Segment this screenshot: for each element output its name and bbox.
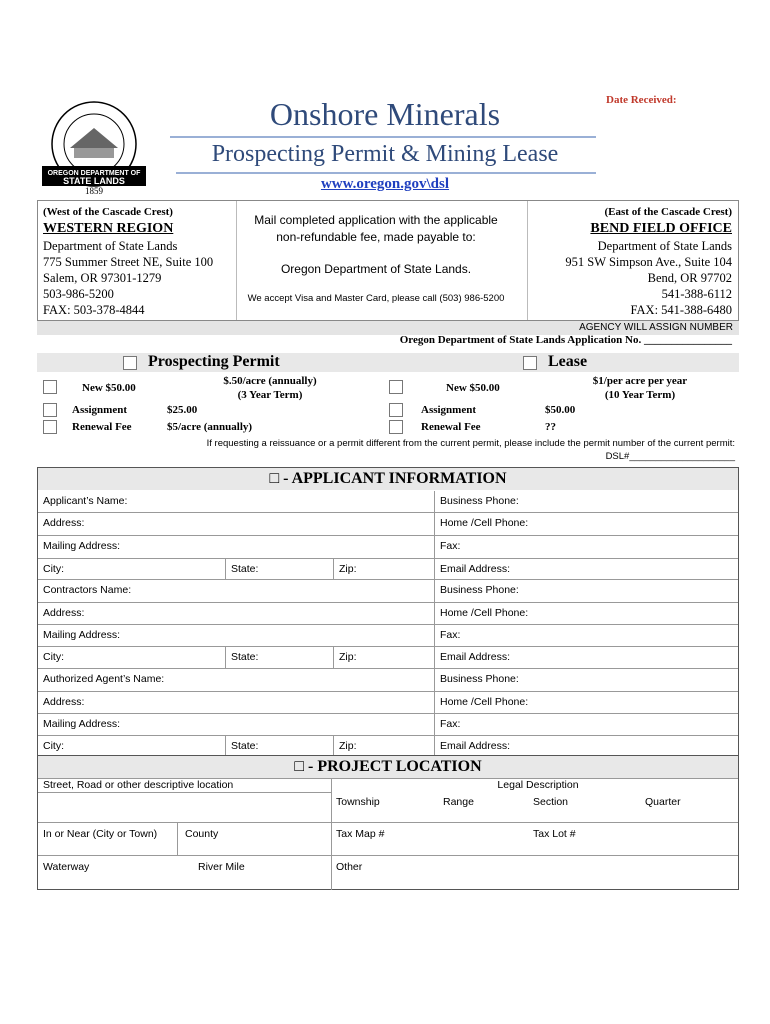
zip-label: Zip: (339, 651, 357, 663)
prospecting-permit-checkbox[interactable] (123, 356, 137, 370)
agent-name-row[interactable] (38, 669, 738, 692)
address-row[interactable] (38, 513, 738, 536)
grid-line (225, 647, 226, 669)
page-subtitle: Prospecting Permit & Mining Lease (211, 141, 559, 167)
agent-name-label: Authorized Agent’s Name: (43, 673, 165, 685)
prospecting-new-fee (200, 374, 340, 402)
tax-map-label: Tax Map # (336, 828, 385, 840)
prospecting-new-checkbox[interactable] (43, 380, 57, 394)
city-label: City: (43, 651, 64, 663)
address-row[interactable] (38, 692, 738, 714)
permit-type-bar (37, 353, 739, 372)
business-phone-label: Business Phone: (440, 673, 519, 685)
email-label: Email Address: (440, 651, 511, 663)
west-line: 775 Summer Street NE, Suite 100 (43, 255, 214, 269)
prospecting-assignment-checkbox[interactable] (43, 403, 57, 417)
fax-label: Fax: (440, 540, 461, 552)
home-phone-label: Home /Cell Phone: (440, 607, 529, 619)
lease-fee-line2: (10 Year Term) (604, 389, 676, 401)
section-label: Section (533, 796, 569, 808)
mail-line-1: Mail completed application with the applicable (254, 213, 498, 227)
lease-assignment-fee: $50.00 (545, 404, 576, 416)
lease-new-checkbox[interactable] (389, 380, 403, 394)
address-label: Address: (43, 607, 85, 619)
title-rule (170, 136, 596, 138)
bend-office-heading: BEND FIELD OFFICE (590, 221, 732, 236)
zip-label: Zip: (339, 740, 357, 752)
svg-text:STATE LANDS: STATE LANDS (63, 176, 125, 186)
applicant-information-section (37, 467, 739, 757)
prospecting-renewal-checkbox[interactable] (43, 420, 57, 434)
mailing-label: Mailing Address: (43, 629, 121, 641)
email-label: Email Address: (440, 740, 511, 752)
grid-line (333, 736, 334, 757)
lease-title: Lease (548, 353, 588, 370)
east-line: Department of State Lands (597, 239, 732, 253)
reissuance-note (155, 437, 735, 463)
tax-lot-label: Tax Lot # (533, 828, 576, 840)
prospecting-new-label: New $50.00 (82, 382, 136, 394)
prospecting-assignment-label: Assignment (72, 404, 128, 416)
project-section-header (38, 756, 738, 778)
state-label: State: (231, 740, 259, 752)
project-section-title: - PROJECT LOCATION (304, 758, 482, 775)
lease-renewal-label: Renewal Fee (421, 421, 481, 433)
application-number-field[interactable]: Oregon Department of State Lands Application No. ________________ (399, 334, 732, 346)
contractor-name-label: Contractors Name: (43, 584, 132, 596)
east-line: FAX: 541-388-6480 (630, 303, 732, 317)
mailing-address-row[interactable] (38, 536, 738, 558)
home-phone-label: Home /Cell Phone: (440, 517, 529, 529)
quarter-label: Quarter (645, 796, 681, 808)
zip-label: Zip: (339, 563, 357, 575)
city-label: City: (43, 563, 64, 575)
lease-renewal-checkbox[interactable] (389, 420, 403, 434)
prospecting-renewal-label: Renewal Fee (72, 421, 132, 433)
dsl-number-field[interactable]: DSL#____________________ (605, 451, 735, 462)
west-line: Department of State Lands (43, 239, 178, 253)
grid-line (331, 778, 332, 890)
fax-label: Fax: (440, 718, 461, 730)
mailing-label: Mailing Address: (43, 540, 121, 552)
county-label: County (185, 828, 219, 840)
dsl-website-link[interactable]: www.oregon.gov\dsl (320, 176, 450, 192)
home-phone-label: Home /Cell Phone: (440, 696, 529, 708)
svg-text:OREGON DEPARTMENT OF: OREGON DEPARTMENT OF (47, 170, 141, 177)
east-line: 541-388-6112 (661, 287, 732, 301)
state-label: State: (231, 651, 259, 663)
range-label: Range (443, 796, 474, 808)
grid-line (434, 491, 435, 757)
address-row[interactable] (38, 603, 738, 625)
grid-line (177, 822, 178, 855)
street-location-label: Street, Road or other descriptive location (43, 779, 234, 791)
lease-fee-line1: $1/per acre per year (592, 375, 688, 387)
reissue-line1: If requesting a reissuance or a permit different from the current permit, please include the permit number of the current permit: (206, 438, 735, 449)
applicant-name-label: Applicant’s Name: (43, 495, 128, 507)
project-location-section (37, 755, 739, 890)
fax-label: Fax: (440, 629, 461, 641)
city-row[interactable] (38, 558, 738, 580)
business-phone-label: Business Phone: (440, 584, 519, 596)
city-row[interactable] (38, 647, 738, 669)
west-line: Salem, OR 97301-1279 (43, 271, 162, 285)
city-row[interactable] (38, 736, 738, 757)
applicant-section-icon: □ (269, 470, 280, 487)
state-label: State: (231, 563, 259, 575)
river-mile-label: River Mile (198, 861, 245, 873)
east-line: 951 SW Simpson Ave., Suite 104 (565, 255, 732, 269)
prospecting-assignment-fee: $25.00 (167, 404, 198, 416)
state-lands-seal-icon (40, 100, 148, 196)
mail-payee: Oregon Department of State Lands. (280, 262, 472, 276)
lease-new-fee (570, 374, 710, 402)
other-label: Other (336, 861, 363, 873)
project-section-icon: □ (294, 758, 304, 775)
mailing-address-row[interactable] (38, 714, 738, 736)
visa-note: We accept Visa and Master Card, please call (503) 986-5200 (247, 293, 505, 304)
prospecting-fee-line2: (3 Year Term) (237, 389, 303, 401)
business-phone-label: Business Phone: (440, 495, 519, 507)
east-line: Bend, OR 97702 (647, 271, 732, 285)
email-label: Email Address: (440, 563, 511, 575)
east-crest-note: (East of the Cascade Crest) (604, 206, 732, 218)
address-label: Address: (43, 696, 85, 708)
address-label: Address: (43, 517, 85, 529)
grid-line (333, 558, 334, 580)
western-region-address (43, 204, 213, 318)
west-line: 503-986-5200 (43, 287, 114, 301)
prospecting-fee-line1: $.50/acre (annually) (223, 375, 317, 387)
mailing-address-row[interactable] (38, 625, 738, 647)
city-or-town-label: In or Near (City or Town) (43, 828, 158, 840)
lease-checkbox[interactable] (523, 356, 537, 370)
west-line: FAX: 503-378-4844 (43, 303, 145, 317)
mailing-label: Mailing Address: (43, 718, 121, 730)
lease-renewal-fee: ?? (545, 421, 556, 433)
mail-line-2: non-refundable fee, made payable to: (276, 230, 476, 244)
mailing-instructions (238, 212, 514, 307)
west-crest-note: (West of the Cascade Crest) (43, 206, 173, 218)
township-label: Township (336, 796, 380, 808)
contractor-name-row[interactable] (38, 580, 738, 603)
bend-field-office-address (565, 204, 732, 318)
grid-line (333, 647, 334, 669)
lease-assignment-checkbox[interactable] (389, 403, 403, 417)
grid-line (225, 736, 226, 757)
waterway-label: Waterway (43, 861, 90, 873)
western-region-heading: WESTERN REGION (43, 221, 174, 236)
page-title: Onshore Minerals (269, 96, 501, 132)
svg-text:1859: 1859 (85, 186, 103, 196)
subtitle-rule (176, 172, 596, 174)
lease-assignment-label: Assignment (421, 404, 477, 416)
applicant-section-header (38, 468, 738, 490)
legal-description-label: Legal Description (497, 779, 579, 791)
prospecting-renewal-fee: $5/acre (annually) (167, 421, 253, 433)
lease-new-label: New $50.00 (446, 382, 500, 394)
applicant-section-title: - APPLICANT INFORMATION (279, 470, 507, 487)
city-label: City: (43, 740, 64, 752)
prospecting-permit-title: Prospecting Permit (148, 353, 280, 370)
grid-line (225, 558, 226, 580)
applicant-name-row[interactable] (38, 491, 738, 513)
agency-assign-bar: AGENCY WILL ASSIGN NUMBER (37, 321, 739, 335)
date-received-label: Date Received: (606, 94, 677, 106)
